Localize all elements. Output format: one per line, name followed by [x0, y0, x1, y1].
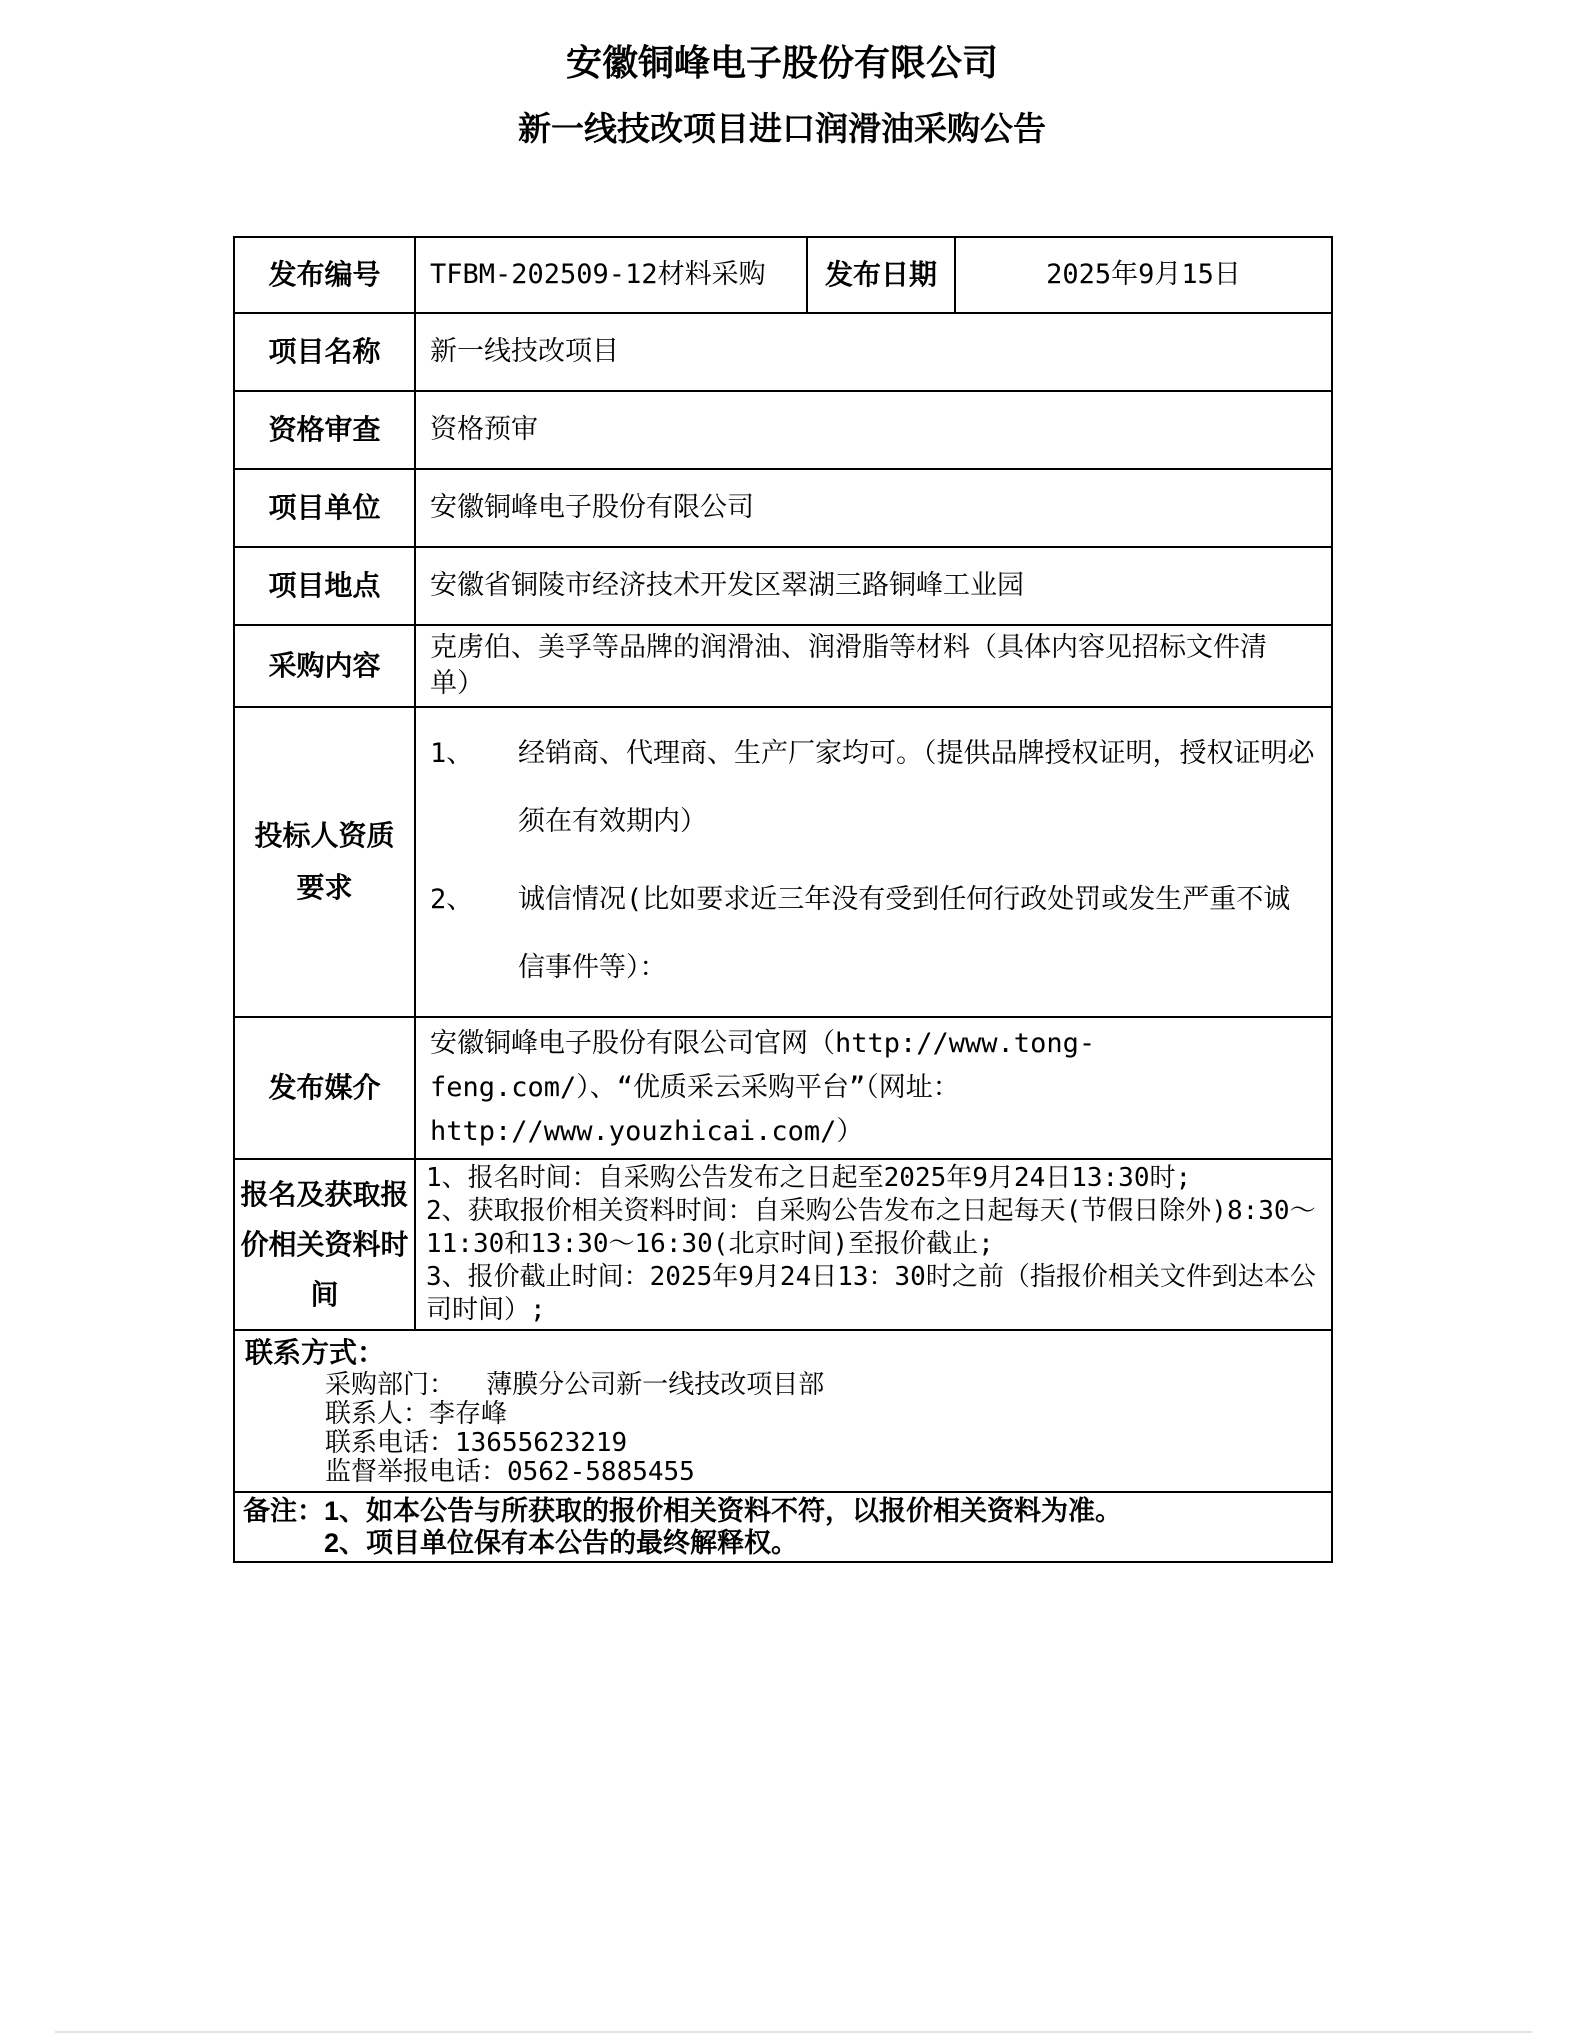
table-row [234, 625, 1332, 707]
schedule-value [415, 1159, 1332, 1330]
table-row [234, 469, 1332, 547]
project-location-label: 项目地点 [234, 547, 415, 625]
qualification-item [430, 720, 1317, 856]
publish-date-value: 2025年9月15日 [955, 237, 1332, 313]
table-row [234, 313, 1332, 391]
remarks-prefix: 备注： [243, 1496, 324, 1526]
item-text: 诚信情况(比如要求近三年没有受到任何行政处罚或发生严重不诚信事件等）： [518, 884, 1291, 983]
schedule-item: 2、获取报价相关资料时间：自采购公告发布之日起每天(节假日除外)8:30～11:30和13:30～16:30(北京时间)至报价截止; [426, 1196, 1316, 1259]
contact-line-department: 采购部门： 薄膜分公司新一线技改项目部 [325, 1370, 825, 1400]
table-row [234, 1159, 1332, 1330]
qualification-review-label: 资格审查 [234, 391, 415, 469]
project-location-value: 安徽省铜陵市经济技术开发区翠湖三路铜峰工业园 [415, 547, 1332, 625]
item-number: 2、 [430, 884, 474, 915]
schedule-item: 3、报价截止时间：2025年9月24日13：30时之前（指报价相关文件到达本公司时间）; [426, 1262, 1316, 1325]
contact-heading: 联系方式： [245, 1337, 386, 1368]
document-content [233, 0, 1331, 1563]
table-row [234, 1492, 1332, 1562]
remarks-items [324, 1495, 1122, 1559]
publish-media-value: 安徽铜峰电子股份有限公司官网（http://www.tong-feng.com/）、“优质采云采购平台”（网址： http://www.youzhicai.com/） [415, 1017, 1332, 1159]
table-row [234, 237, 1332, 313]
qualification-review-value: 资格预审 [415, 391, 1332, 469]
project-name-label: 项目名称 [234, 313, 415, 391]
contact-line-supervision-phone: 监督举报电话：0562-5885455 [325, 1457, 695, 1487]
table-row [234, 1330, 1332, 1492]
table-row [234, 547, 1332, 625]
schedule-item: 1、报名时间：自采购公告发布之日起至2025年9月24日13:30时; [426, 1163, 1192, 1193]
publish-date-label: 发布日期 [807, 237, 955, 313]
schedule-label: 报名及获取报价相关资料时间 [234, 1159, 415, 1330]
doc-subtitle: 新一线技改项目进口润滑油采购公告 [518, 110, 1046, 147]
publish-media-label: 发布媒介 [234, 1017, 415, 1159]
item-text: 经销商、代理商、生产厂家均可。（提供品牌授权证明，授权证明必须在有效期内） [518, 738, 1315, 837]
item-number: 1、 [430, 738, 474, 769]
qualification-item [430, 866, 1317, 1002]
table-row [234, 707, 1332, 1017]
contact-line-person: 联系人：李存峰 [325, 1399, 508, 1429]
procurement-content-value: 克虏伯、美孚等品牌的润滑油、润滑脂等材料（具体内容见招标文件清单） [415, 625, 1332, 707]
project-unit-label: 项目单位 [234, 469, 415, 547]
contact-section [234, 1330, 1332, 1492]
remarks-item: 2、项目单位保有本公告的最终解释权。 [324, 1528, 799, 1558]
project-name-value: 新一线技改项目 [415, 313, 1332, 391]
doc-title: 安徽铜峰电子股份有限公司 [565, 42, 998, 83]
publish-no-label: 发布编号 [234, 237, 415, 313]
announcement-table [233, 236, 1333, 1563]
remarks-section [234, 1492, 1332, 1562]
publish-no-value: TFBM-202509-12材料采购 [415, 237, 807, 313]
contact-line-phone: 联系电话：13655623219 [325, 1428, 628, 1458]
table-row [234, 391, 1332, 469]
table-row [234, 1017, 1332, 1159]
bidder-qualification-value [415, 707, 1332, 1017]
page-bottom-edge [55, 2031, 1532, 2033]
procurement-content-label: 采购内容 [234, 625, 415, 707]
bidder-qualification-label: 投标人资质要求 [234, 707, 415, 1017]
project-unit-value: 安徽铜峰电子股份有限公司 [415, 469, 1332, 547]
remarks-item: 1、如本公告与所获取的报价相关资料不符，以报价相关资料为准。 [324, 1496, 1123, 1526]
